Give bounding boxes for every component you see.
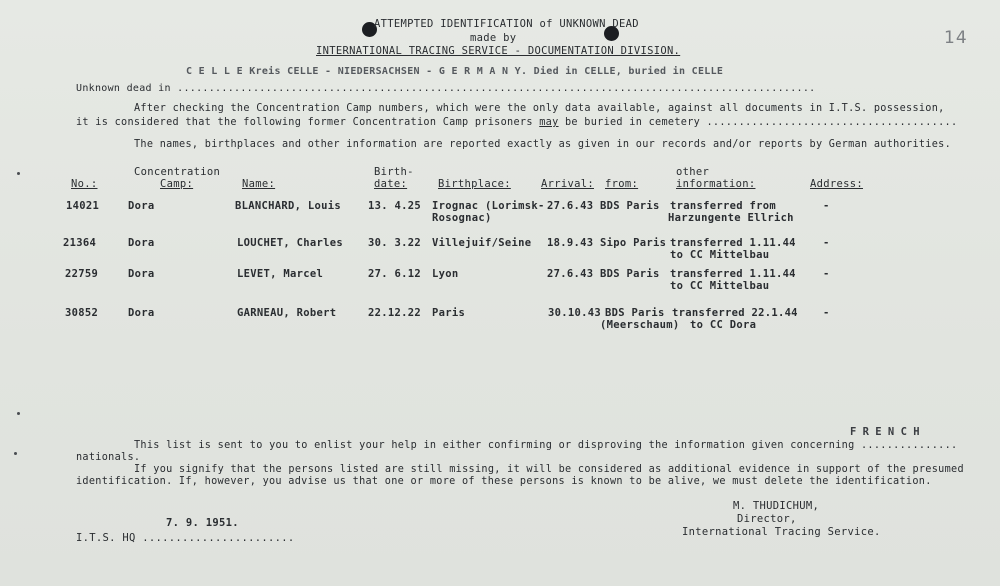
- intro-line-2-text: it is considered that the following former Concentration Camp prisoners: [76, 117, 540, 128]
- cell-arrival: 18.9.43: [547, 237, 594, 249]
- cell-birthplace: Paris: [432, 307, 466, 319]
- cell-address: -: [823, 268, 830, 280]
- request-line-2: nationals.: [76, 452, 141, 463]
- signatory-name: M. THUDICHUM,: [733, 500, 820, 512]
- unknown-dead-label: Unknown dead in .....................................................................................................: [76, 83, 816, 94]
- cell-name: BLANCHARD, Louis: [235, 200, 341, 212]
- issuing-organization: INTERNATIONAL TRACING SERVICE - DOCUMENTATION DIVISION.: [316, 45, 681, 57]
- cell-no: 30852: [65, 307, 99, 319]
- col-arrival-header: Arrival:: [541, 178, 594, 190]
- intro-line-2: [76, 117, 957, 128]
- signatory-organization: International Tracing Service.: [682, 526, 881, 538]
- cell-birthplace-cont: Rosognac): [432, 212, 492, 224]
- cell-no: 21364: [63, 237, 97, 249]
- request-line-3: If you signify that the persons listed are still missing, it will be considered as additional evidence in support of the presumed: [134, 464, 964, 475]
- col-address-header: Address:: [810, 178, 863, 190]
- page-number: 14: [944, 28, 968, 48]
- document-title: ATTEMPTED IDENTIFICATION of UNKNOWN DEAD: [374, 18, 639, 30]
- cell-camp: Dora: [128, 307, 155, 319]
- margin-mark: [17, 412, 20, 415]
- cell-info: transferred from: [670, 200, 776, 212]
- cell-name: GARNEAU, Robert: [237, 307, 337, 319]
- cell-birthdate: 30. 3.22: [368, 237, 421, 249]
- may-emphasis: may: [539, 117, 559, 128]
- col-birthplace-header: Birthplace:: [438, 178, 511, 190]
- cell-no: 14021: [66, 200, 100, 212]
- records-note: The names, birthplaces and other information are reported exactly as given in our records and/or reports by German authorities.: [134, 139, 952, 150]
- cell-info-cont: to CC Mittelbau: [670, 249, 770, 261]
- cell-camp: Dora: [128, 237, 155, 249]
- cell-birthplace: Lyon: [432, 268, 459, 280]
- col-name-header: Name:: [242, 178, 276, 190]
- cell-from: BDS Paris: [600, 268, 660, 280]
- cell-arrival: 30.10.43: [548, 307, 601, 319]
- margin-mark: [17, 172, 20, 175]
- cell-arrival: 27.6.43: [547, 200, 594, 212]
- cell-name: LEVET, Marcel: [237, 268, 324, 280]
- nationality-stamp: F R E N C H: [850, 426, 920, 438]
- cell-from-cont: (Meerschaum): [600, 319, 680, 331]
- request-line-4: identification. If, however, you advise us that one or more of these persons is known to be alive, we must delete the identification.: [76, 476, 932, 487]
- col-info-header-top: other: [676, 166, 710, 178]
- cell-info-cont: to CC Mittelbau: [670, 280, 770, 292]
- margin-mark: [14, 452, 17, 455]
- cell-info: transferred 22.1.44: [672, 307, 798, 319]
- cell-camp: Dora: [128, 200, 155, 212]
- col-no-header: No.:: [71, 178, 98, 190]
- col-camp-header-bottom: Camp:: [160, 178, 194, 190]
- cell-info-cont: Harzungente Ellrich: [668, 212, 794, 224]
- cell-no: 22759: [65, 268, 99, 280]
- cell-birthplace: Villejuif/Seine: [432, 237, 532, 249]
- cell-birthdate: 13. 4.25: [368, 200, 421, 212]
- cell-address: -: [823, 237, 830, 249]
- cell-birthplace: Irognac (Lorimsk-: [432, 200, 545, 212]
- col-birthdate-header-top: Birth-: [374, 166, 414, 178]
- cell-from: BDS Paris: [600, 200, 660, 212]
- cell-address: -: [823, 200, 830, 212]
- document-date: 7. 9. 1951.: [166, 517, 239, 529]
- cell-info-cont: to CC Dora: [690, 319, 757, 331]
- request-line-1: This list is sent to you to enlist your help in either confirming or disproving the information given concerning ...............: [134, 440, 958, 451]
- col-birthdate-header-bottom: date:: [374, 178, 408, 190]
- its-hq-line: I.T.S. HQ .......................: [76, 532, 295, 544]
- signatory-title: Director,: [737, 513, 797, 525]
- cell-from: Sipo Paris: [600, 237, 667, 249]
- location-line: C E L L E Kreis CELLE - NIEDERSACHSEN - G E R M A N Y. Died in CELLE, buried in CELLE: [186, 66, 724, 77]
- cell-address: -: [823, 307, 830, 319]
- cell-from: BDS Paris: [605, 307, 665, 319]
- intro-line-2-tail: be buried in cemetery .......................................: [558, 117, 958, 128]
- col-camp-header-top: Concentration: [134, 166, 221, 178]
- cell-birthdate: 22.12.22: [368, 307, 421, 319]
- col-from-header: from:: [605, 178, 639, 190]
- cell-info: transferred 1.11.44: [670, 268, 796, 280]
- cell-info: transferred 1.11.44: [670, 237, 796, 249]
- cell-birthdate: 27. 6.12: [368, 268, 421, 280]
- cell-camp: Dora: [128, 268, 155, 280]
- made-by-label: made by: [470, 32, 517, 44]
- cell-arrival: 27.6.43: [547, 268, 594, 280]
- cell-name: LOUCHET, Charles: [237, 237, 343, 249]
- col-info-header-bottom: information:: [676, 178, 756, 190]
- intro-line-1: After checking the Concentration Camp numbers, which were the only data available, against all documents in I.T.S. possession,: [134, 103, 945, 114]
